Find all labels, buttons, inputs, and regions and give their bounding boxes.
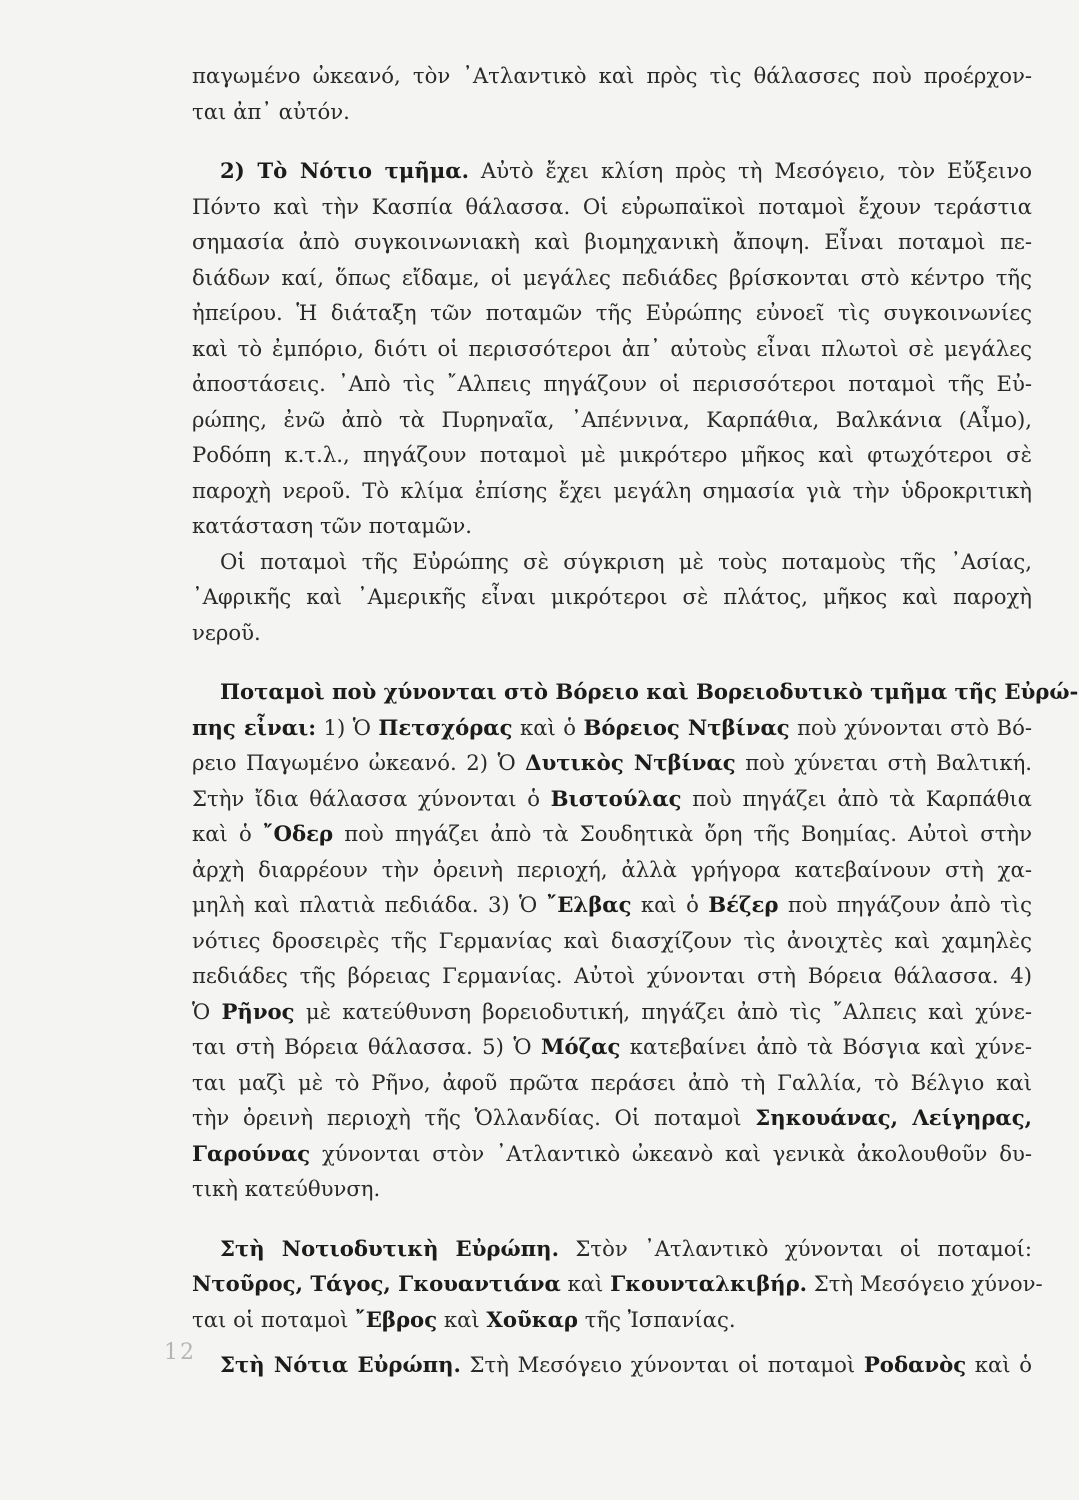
text-line: παγωμένο ὠκεανό, τὸν ᾿Ατλαντικὸ καὶ πρὸς τὶς θάλασσες ποὺ προέρχον-: [192, 63, 1032, 88]
river-name: Ντοῦρος, Τάγος, Γκουαντιάνα: [192, 1271, 561, 1296]
text-line: ᾿Αφρικῆς καὶ ᾿Αμερικῆς εἶναι μικρότεροι σὲ πλάτος, μῆκος καὶ παροχὴ: [192, 584, 1032, 609]
river-name: ῎Εβρος: [355, 1306, 438, 1332]
text-line: μηλὴ καὶ πλατιὰ πεδιάδα. 3) Ὁ ῎Ελβας καὶ ὁ Βέζερ ποὺ πηγάζουν ἀπὸ τὶς: [192, 892, 1032, 917]
text-line: ἀρχὴ διαρρέουν τὴν ὀρεινὴ περιοχή, ἀλλὰ γρήγορα κατεβαίνουν στὴ χα-: [192, 856, 1032, 882]
river-name: Γαρούνας: [192, 1140, 311, 1166]
text-line: Ροδόπη κ.τ.λ., πηγάζουν ποταμοὶ μὲ μικρότερο μῆκος καὶ φτωχότεροι σὲ: [192, 442, 1032, 467]
paragraph-4: [192, 674, 1079, 1207]
river-name: Βέζερ: [708, 892, 779, 917]
text-line: ται οἱ ποταμοὶ ῎Εβρος καὶ Χοῦκαρ τῆς Ἰσπανίας.: [192, 1306, 736, 1332]
text-line: παροχὴ νεροῦ. Τὸ κλίμα ἐπίσης ἔχει μεγάλη σημασία γιὰ τὴν ὑδροκριτικὴ: [192, 477, 1032, 503]
text-line: διάδων καί, ὅπως εἴδαμε, οἱ μεγάλες πεδιάδες βρίσκονται στὸ κέντρο τῆς: [192, 264, 1032, 290]
text-line: Πόντο καὶ τὴν Κασπία θάλασσα. Οἱ εὐρωπαϊκοὶ ποταμοὶ ἔχουν τεράστια: [192, 193, 1032, 219]
river-name: Γκουνταλκιβήρ.: [610, 1271, 808, 1296]
river-name: Ρῆνος: [221, 998, 295, 1024]
paragraph-6: [192, 1347, 1032, 1383]
text-line: ται στὴ Βόρεια θάλασσα. 5) Ὁ Μόζας κατεβαίνει ἀπὸ τὰ Βόσγια καὶ χύνε-: [192, 1034, 1032, 1059]
section-heading: Ποταμοὶ ποὺ χύνονται στὸ Βόρειο καὶ Βορειοδυτικὸ τμῆμα τῆς Εὐρώ-: [220, 679, 1079, 704]
text-line: πεδιάδες τῆς βόρειας Γερμανίας. Αὐτοὶ χύνονται στὴ Βόρεια θάλασσα. 4): [192, 963, 1032, 988]
text-line: σημασία ἀπὸ συγκοινωνιακὴ καὶ βιομηχανικὴ ἄποψη. Εἶναι ποταμοὶ πε-: [192, 229, 1032, 254]
page-number: 12: [164, 1340, 196, 1365]
page-text: [192, 58, 1079, 1383]
river-name: Σηκουάνας, Λείγηρας,: [755, 1105, 1032, 1130]
text-line: 2) Τὸ Νότιο τμῆμα. Αὐτὸ ἔχει κλίση πρὸς τὴ Μεσόγειο, τὸν Εὔξεινο: [220, 158, 1032, 183]
paragraph-3: [192, 544, 1032, 651]
river-name: Μόζας: [541, 1034, 621, 1059]
section-heading: Στὴ Νοτιοδυτικὴ Εὐρώπη.: [220, 1235, 559, 1261]
text-line: ἠπείρου. Ἡ διάταξη τῶν ποταμῶν τῆς Εὐρώπης εὐνοεῖ τὶς συγκοινωνίες: [192, 300, 1032, 325]
text-line: Ντοῦρος, Τάγος, Γκουαντιάνα καὶ Γκουνταλκιβήρ. Στὴ Μεσόγειο χύνον-: [192, 1271, 1043, 1296]
paragraph-2: [192, 153, 1032, 544]
section-heading: Στὴ Νότια Εὐρώπη.: [220, 1352, 461, 1377]
river-name: Ροδανὸς: [863, 1352, 967, 1377]
text-line: ρειο Παγωμένο ὠκεανό. 2) Ὁ Δυτικὸς Ντβίνας ποὺ χύνεται στὴ Βαλτική.: [192, 750, 1032, 775]
paragraph-5: [192, 1231, 1043, 1338]
text-line: ται ἀπ᾿ αὐτόν.: [192, 98, 350, 124]
river-name: Βιστούλας: [550, 785, 682, 811]
text-line: τὴν ὀρεινὴ περιοχὴ τῆς Ὁλλανδίας. Οἱ ποταμοὶ Σηκουάνας, Λείγηρας,: [192, 1105, 1032, 1130]
text-line: καὶ ὁ ῎Οδερ ποὺ πηγάζει ἀπὸ τὰ Σουδητικὰ ὄρη τῆς Βοημίας. Αὐτοὶ στὴν: [192, 821, 1032, 846]
text-line: κατάσταση τῶν ποταμῶν.: [192, 513, 472, 538]
river-name: ῎Οδερ: [262, 821, 334, 846]
text-line: Στὴ Νότια Εὐρώπη. Στὴ Μεσόγειο χύνονται οἱ ποταμοὶ Ροδανὸς καὶ ὁ: [220, 1352, 1032, 1377]
text-line: καὶ τὸ ἐμπόριο, διότι οἱ περισσότεροι ἀπ᾿ αὐτοὺς εἶναι πλωτοὶ σὲ μεγάλες: [192, 335, 1032, 361]
text-line: ται μαζὶ μὲ τὸ Ρῆνο, ἀφοῦ πρῶτα περάσει ἀπὸ τὴ Γαλλία, τὸ Βέλγιο καὶ: [192, 1069, 1032, 1095]
section-heading: 2) Τὸ Νότιο τμῆμα.: [220, 158, 469, 183]
text-line: [192, 674, 1079, 710]
text-line: Στὴ Νοτιοδυτικὴ Εὐρώπη. Στὸν ᾿Ατλαντικὸ χύνονται οἱ ποταμοί:: [220, 1235, 1033, 1261]
text-line: ρώπης, ἐνῶ ἀπὸ τὰ Πυρηναῖα, ᾿Απέννινα, Καρπάθια, Βαλκάνια (Αἶμο),: [192, 406, 1032, 432]
text-line: Γαρούνας χύνονται στὸν ᾿Ατλαντικὸ ὠκεανὸ καὶ γενικὰ ἀκολουθοῦν δυ-: [192, 1140, 1032, 1166]
river-name: Πετσχόρας: [378, 714, 513, 740]
river-name: Δυτικὸς Ντβίνας: [525, 750, 736, 775]
river-name: ῎Ελβας: [546, 892, 632, 917]
text-line: Ὁ Ρῆνος μὲ κατεύθυνση βορειοδυτική, πηγάζει ἀπὸ τὶς ῎Αλπεις καὶ χύνε-: [192, 998, 1032, 1024]
text-line: τικὴ κατεύθυνση.: [192, 1176, 381, 1201]
text-line: πης εἶναι: 1) Ὁ Πετσχόρας καὶ ὁ Βόρειος Ντβίνας ποὺ χύνονται στὸ Βό-: [192, 714, 1032, 740]
paragraph-1: [192, 58, 1032, 129]
river-name: Βόρειος Ντβίνας: [583, 714, 790, 740]
text-line: ἀποστάσεις. ᾿Απὸ τὶς ῎Αλπεις πηγάζουν οἱ περισσότεροι ποταμοὶ τῆς Εὐ-: [192, 371, 1032, 396]
river-name: Χοῦκαρ: [486, 1306, 578, 1332]
text-line: Στὴν ἴδια θάλασσα χύνονται ὁ Βιστούλας ποὺ πηγάζει ἀπὸ τὰ Καρπάθια: [192, 785, 1032, 811]
text-line: Οἱ ποταμοὶ τῆς Εὐρώπης σὲ σύγκριση μὲ τοὺς ποταμοὺς τῆς ᾿Ασίας,: [220, 548, 1032, 574]
text-line: νότιες δροσειρὲς τῆς Γερμανίας καὶ διασχίζουν τὶς ἀνοιχτὲς καὶ χαμηλὲς: [192, 927, 1032, 953]
text-line: νεροῦ.: [192, 619, 261, 645]
